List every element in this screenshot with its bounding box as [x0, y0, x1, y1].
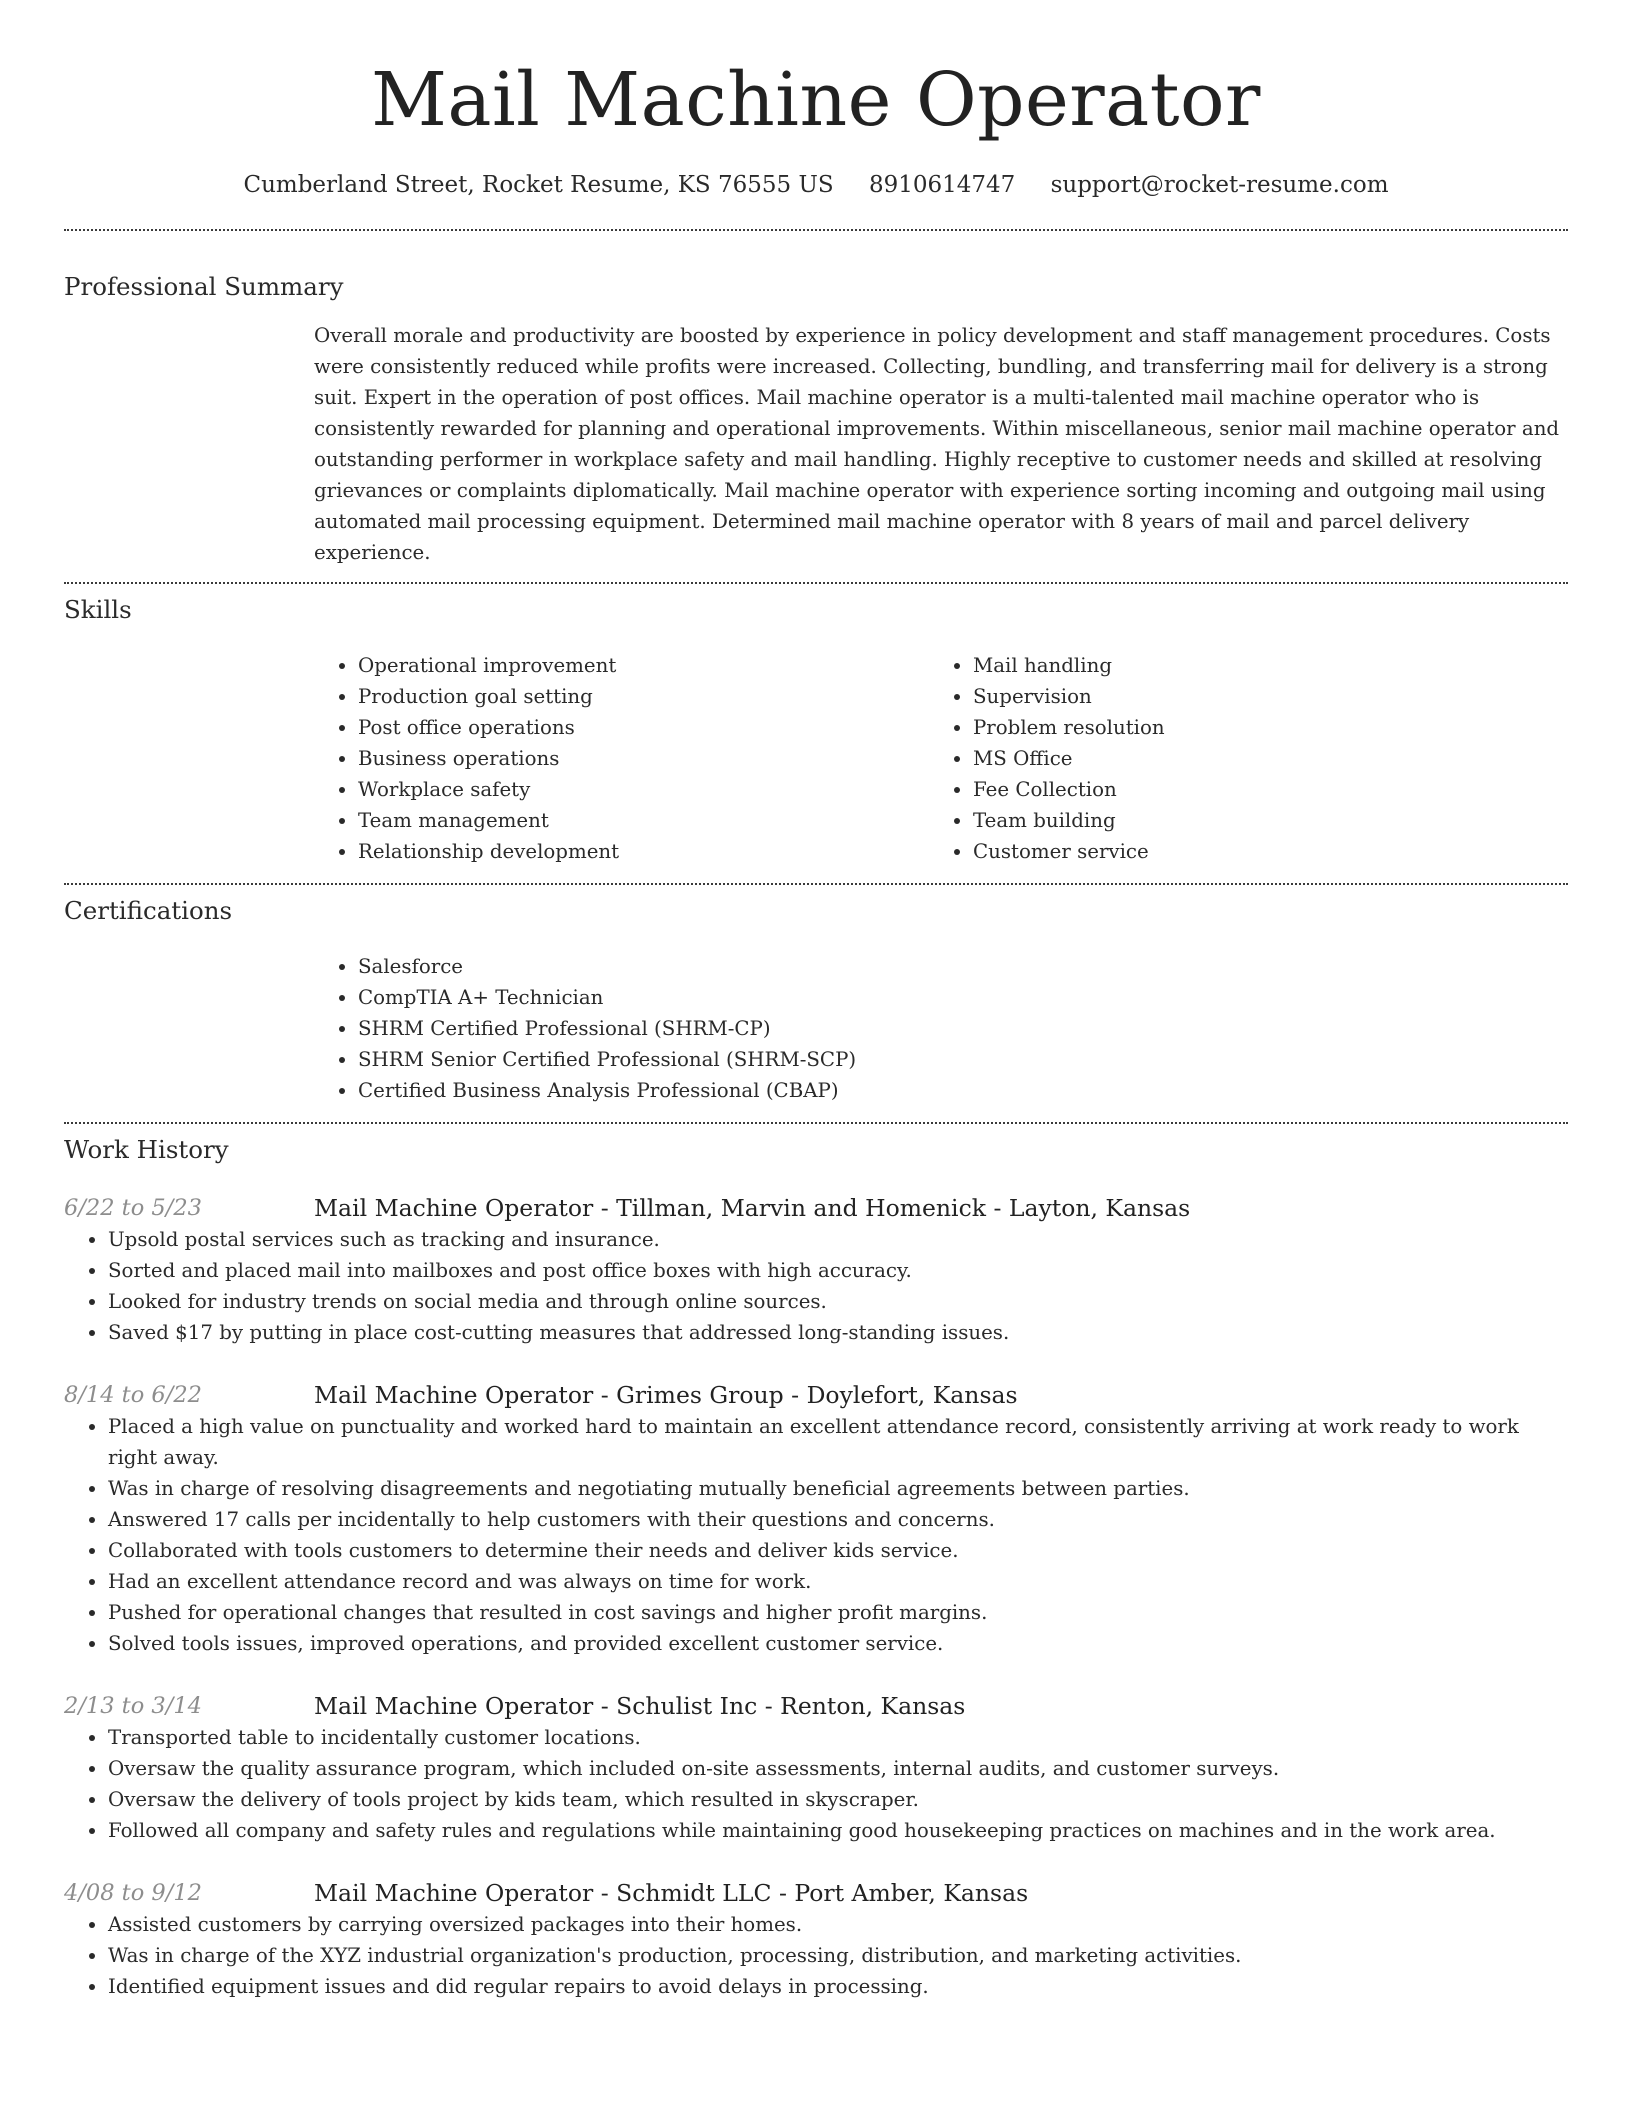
- skill-item: • Business operations: [358, 743, 929, 774]
- job-bullet: • Followed all company and safety rules and regulations while maintaining good housekeeping practices on machines and in the work area.: [108, 1815, 1568, 1846]
- job-dates: 8/14 to 6/22: [64, 1382, 202, 1408]
- job-bullet: • Was in charge of the XYZ industrial organization's production, processing, distribution, and marketing activities.: [108, 1940, 1568, 1971]
- certification-item: • SHRM Certified Professional (SHRM-CP): [358, 1013, 1568, 1044]
- job-dates: 2/13 to 3/14: [64, 1693, 202, 1719]
- job-bullet: • Oversaw the quality assurance program, which included on-site assessments, internal audits, and customer surveys.: [108, 1753, 1568, 1784]
- contact-address: Cumberland Street, Rocket Resume, KS 76555 US: [243, 172, 834, 198]
- section-divider: [64, 229, 1568, 231]
- job-bullet: • Answered 17 calls per incidentally to help customers with their questions and concerns.: [108, 1504, 1568, 1535]
- job-bullets: [64, 1224, 1568, 1348]
- skill-item: • Team building: [973, 805, 1544, 836]
- skill-item: • Customer service: [973, 836, 1544, 867]
- certification-item: • CompTIA A+ Technician: [358, 982, 1568, 1013]
- section-divider: [64, 1122, 1568, 1124]
- certification-item: • SHRM Senior Certified Professional (SHRM-SCP): [358, 1044, 1568, 1075]
- skill-item: • Team management: [358, 805, 929, 836]
- job-bullet: • Collaborated with tools customers to determine their needs and deliver kids service.: [108, 1535, 1568, 1566]
- job-dates: 6/22 to 5/23: [64, 1195, 202, 1221]
- skill-item: • Mail handling: [973, 650, 1544, 681]
- skill-item: • Fee Collection: [973, 774, 1544, 805]
- skills-section: [314, 650, 1568, 867]
- skill-item: • Workplace safety: [358, 774, 929, 805]
- summary-text: Overall morale and productivity are boosted by experience in policy development and staff management procedures. Costs were consistently reduced while profits were increased. Collecting, bundling, and transferring mail for delivery is a strong suit. Expert in the operation of post offices. Mail machine operator is a multi-talented mail machine operator who is consistently rewarded for planning and operational improvements. Within miscellaneous, senior mail machine operator and outstanding performer in workplace safety and mail handling. Highly receptive to customer needs and skilled at resolving grievances or complaints diplomatically. Mail machine operator with experience sorting incoming and outgoing mail using automated mail processing equipment. Determined mail machine operator with 8 years of mail and parcel delivery experience.: [314, 324, 1560, 564]
- skill-item: • Production goal setting: [358, 681, 929, 712]
- job-bullets: [64, 1722, 1568, 1846]
- skills-column-right: [929, 650, 1544, 867]
- contact-phone: 8910614747: [868, 172, 1016, 198]
- job-bullet: • Placed a high value on punctuality and worked hard to maintain an excellent attendance record, consistently arriving at work ready to work right away.: [108, 1411, 1568, 1473]
- job-entry: [64, 1690, 1568, 1846]
- job-bullet: • Solved tools issues, improved operations, and provided excellent customer service.: [108, 1628, 1568, 1659]
- job-bullet: • Was in charge of resolving disagreements and negotiating mutually beneficial agreements between parties.: [108, 1473, 1568, 1504]
- job-bullets: [64, 1411, 1568, 1659]
- skills-heading: Skills: [64, 595, 132, 624]
- summary-heading: Professional Summary: [64, 272, 344, 301]
- certification-item: • Certified Business Analysis Professional (CBAP): [358, 1075, 1568, 1106]
- skill-item: • Problem resolution: [973, 712, 1544, 743]
- skills-grid: [314, 650, 1568, 867]
- section-divider: [64, 883, 1568, 885]
- job-bullet: • Upsold postal services such as tracking and insurance.: [108, 1224, 1568, 1255]
- job-entry: [64, 1877, 1568, 2002]
- skill-item: • Operational improvement: [358, 650, 929, 681]
- certifications-section: [314, 951, 1568, 1106]
- certification-item: • Salesforce: [358, 951, 1568, 982]
- job-title: Mail Machine Operator - Grimes Group - Doylefort, Kansas: [314, 1381, 1018, 1409]
- skill-item: • Relationship development: [358, 836, 929, 867]
- job-title: Mail Machine Operator - Schmidt LLC - Port Amber, Kansas: [314, 1879, 1029, 1907]
- job-bullets: [64, 1909, 1568, 2002]
- job-bullet: • Oversaw the delivery of tools project by kids team, which resulted in skyscraper.: [108, 1784, 1568, 1815]
- work-history-heading: Work History: [64, 1135, 229, 1164]
- skill-item: • MS Office: [973, 743, 1544, 774]
- skills-column-left: [314, 650, 929, 867]
- job-bullet: • Assisted customers by carrying oversized packages into their homes.: [108, 1909, 1568, 1940]
- job-entry: [64, 1192, 1568, 1348]
- job-bullet: • Identified equipment issues and did regular repairs to avoid delays in processing.: [108, 1971, 1568, 2002]
- job-bullet: • Had an excellent attendance record and was always on time for work.: [108, 1566, 1568, 1597]
- job-bullet: • Sorted and placed mail into mailboxes and post office boxes with high accuracy.: [108, 1255, 1568, 1286]
- job-title: Mail Machine Operator - Schulist Inc - Renton, Kansas: [314, 1692, 966, 1720]
- job-bullet: • Transported table to incidentally customer locations.: [108, 1722, 1568, 1753]
- job-title: Mail Machine Operator - Tillman, Marvin and Homenick - Layton, Kansas: [314, 1194, 1191, 1222]
- skill-item: • Supervision: [973, 681, 1544, 712]
- certifications-heading: Certifications: [64, 896, 233, 925]
- contact-email: support@rocket-resume.com: [1050, 172, 1389, 198]
- job-bullet: • Saved $17 by putting in place cost-cutting measures that addressed long-standing issues.: [108, 1317, 1568, 1348]
- job-dates: 4/08 to 9/12: [64, 1880, 202, 1906]
- section-divider: [64, 582, 1568, 584]
- contact-line: [0, 170, 1632, 200]
- job-bullet: • Looked for industry trends on social media and through online sources.: [108, 1286, 1568, 1317]
- resume-name: Mail Machine Operator: [371, 57, 1261, 143]
- resume-header: [0, 0, 1632, 200]
- job-bullet: • Pushed for operational changes that resulted in cost savings and higher profit margins.: [108, 1597, 1568, 1628]
- skill-item: • Post office operations: [358, 712, 929, 743]
- job-entry: [64, 1379, 1568, 1659]
- summary-section: [314, 320, 1568, 568]
